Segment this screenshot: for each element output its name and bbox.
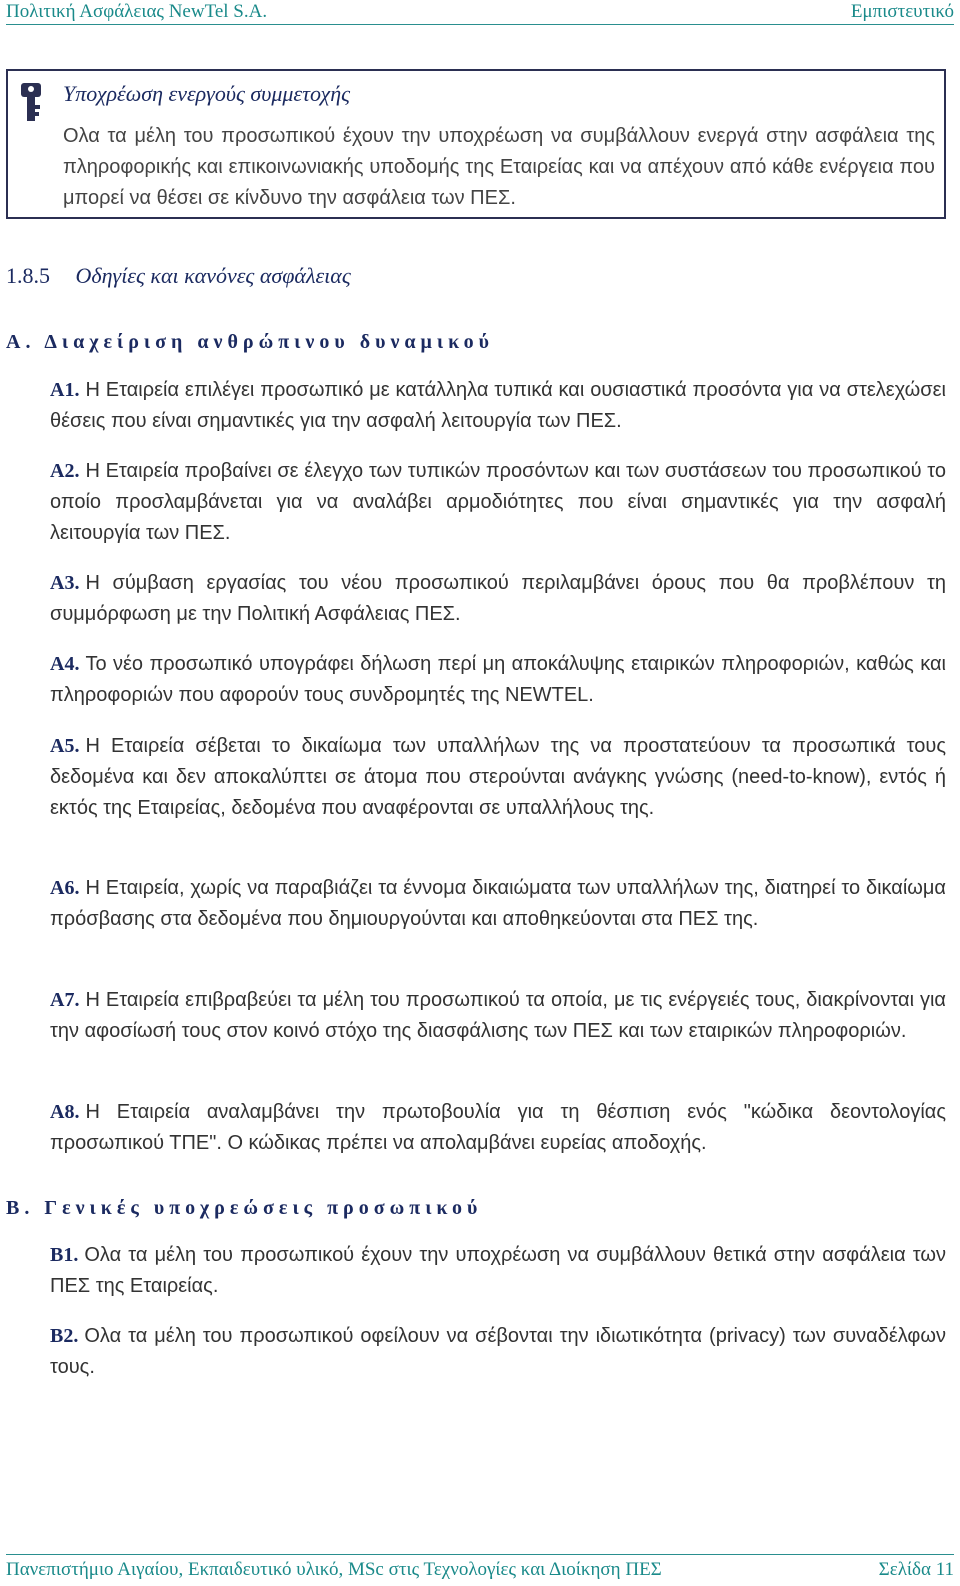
item-text: Ολα τα μέλη του προσωπικού οφείλουν να σέβονται την ιδιωτικότητα (privacy) των συναδέλφων τους. [50, 1325, 946, 1378]
page-header [6, 0, 954, 25]
key-icon [18, 81, 44, 125]
item-text: Η Εταιρεία επιλέγει προσωπικό με κατάλληλα τυπικά και ουσιαστικά προσόντα για να στελεχώσει θέσεις που είναι σημαντικές για την ασφαλή λειτουργία των ΠΕΣ. [50, 379, 946, 432]
note-text: Ολα τα μέλη του προσωπικού έχουν την υποχρέωση να συμβάλλουν ενεργά στην ασφάλεια της πληροφορικής και επικοινωνιακής υποδομής της Εταιρείας και να απέχουν από κάθε ενέργεια που μπορεί να θέσει σε κίνδυνο την ασφάλεια των ΠΕΣ. [63, 125, 935, 209]
list-item [50, 1321, 946, 1383]
item-text: Η Εταιρεία αναλαμβάνει την πρωτοβουλία για τη θέσπιση ενός "κώδικα δεοντολογίας προσωπικού ΤΠΕ". Ο κώδικας πρέπει να απολαμβάνει ευρείας αποδοχής. [50, 1101, 946, 1154]
list-item [50, 731, 946, 824]
page-footer [6, 1554, 954, 1585]
section-number: 1.8.5 [6, 263, 50, 288]
item-text: Η Εταιρεία, χωρίς να παραβιάζει τα έννομα δικαιώματα των υπαλλήλων της, διατηρεί το δικαίωμα πρόσβασης στα δεδομένα που δημιουργούνται και αποθηκεύονται στα ΠΕΣ της. [50, 877, 946, 930]
item-label: Α4. [50, 653, 80, 675]
page-number: Σελίδα 11 [878, 1559, 954, 1580]
list-item [50, 649, 946, 711]
item-label: Α8. [50, 1101, 80, 1123]
item-label: Α2. [50, 460, 80, 482]
item-label: Α6. [50, 877, 80, 899]
item-text: Η Εταιρεία σέβεται το δικαίωμα των υπαλλήλων της να προστατεύουν τα προσωπικά τους δεδομένα και δεν αποκαλύπτει σε άτομα που στερούνται ανάγκης γνώσης (need-to-know), εντός ή εκτός της Εταιρείας, δεδομένα που αναφέρονται σε υπαλλήλους της. [50, 735, 946, 819]
item-label: Α3. [50, 572, 80, 594]
group-b-heading: Β. Γενικές υποχρεώσεις προσωπικού [6, 1197, 483, 1219]
footer-source: Πανεπιστήμιο Αιγαίου, Εκπαιδευτικό υλικό, MSc στις Τεχνολογίες και Διοίκηση ΠΕΣ [6, 1559, 662, 1580]
item-text: Η Εταιρεία επιβραβεύει τα μέλη του προσωπικού τα οποία, με τις ενέργειές τους, διακρίνονται για την αφοσίωσή τους στον κοινό στόχο της διασφάλισης των ΠΕΣ και των εταιρικών πληροφοριών. [50, 989, 946, 1042]
list-item [50, 873, 946, 935]
item-label: Α1. [50, 379, 80, 401]
note-title: Υποχρέωση ενεργούς συμμετοχής [63, 81, 351, 106]
item-label: Α7. [50, 989, 80, 1011]
group-a-heading: Α. Διαχείριση ανθρώπινου δυναμικού [6, 331, 495, 353]
item-label: Β2. [50, 1325, 79, 1347]
header-classification: Εμπιστευτικό [850, 1, 954, 22]
item-text: Το νέο προσωπικό υπογράφει δήλωση περί μη αποκάλυψης εταιρικών πληροφοριών, καθώς και πληροφοριών που αφορούν τους συνδρομητές της NEWTEL. [50, 653, 946, 706]
list-item [50, 1240, 946, 1302]
section-title: Οδηγίες και κανόνες ασφάλειας [75, 263, 351, 288]
list-item [50, 1097, 946, 1159]
list-item [50, 985, 946, 1047]
list-item [50, 375, 946, 437]
item-text: Η Εταιρεία προβαίνει σε έλεγχο των τυπικών προσόντων και των συστάσεων του προσωπικού το οποίο προσλαμβάνεται για να αναλάβει αρμοδιότητες που είναι σημαντικές για την ασφαλή λειτουργία των ΠΕΣ. [50, 460, 946, 544]
header-doc-title: Πολιτική Ασφάλειας NewTel S.A. [6, 1, 268, 22]
list-item [50, 568, 946, 630]
section-heading [6, 263, 351, 289]
item-text: Ολα τα μέλη του προσωπικού έχουν την υποχρέωση να συμβάλλουν θετικά στην ασφάλεια των ΠΕΣ της Εταιρείας. [50, 1244, 946, 1297]
item-label: Α5. [50, 735, 80, 757]
note-box [6, 69, 946, 219]
list-item [50, 456, 946, 549]
item-label: Β1. [50, 1244, 79, 1266]
item-text: Η σύμβαση εργασίας του νέου προσωπικού περιλαμβάνει όρους που θα προβλέπουν τη συμμόρφωση με την Πολιτική Ασφάλειας ΠΕΣ. [50, 572, 946, 625]
